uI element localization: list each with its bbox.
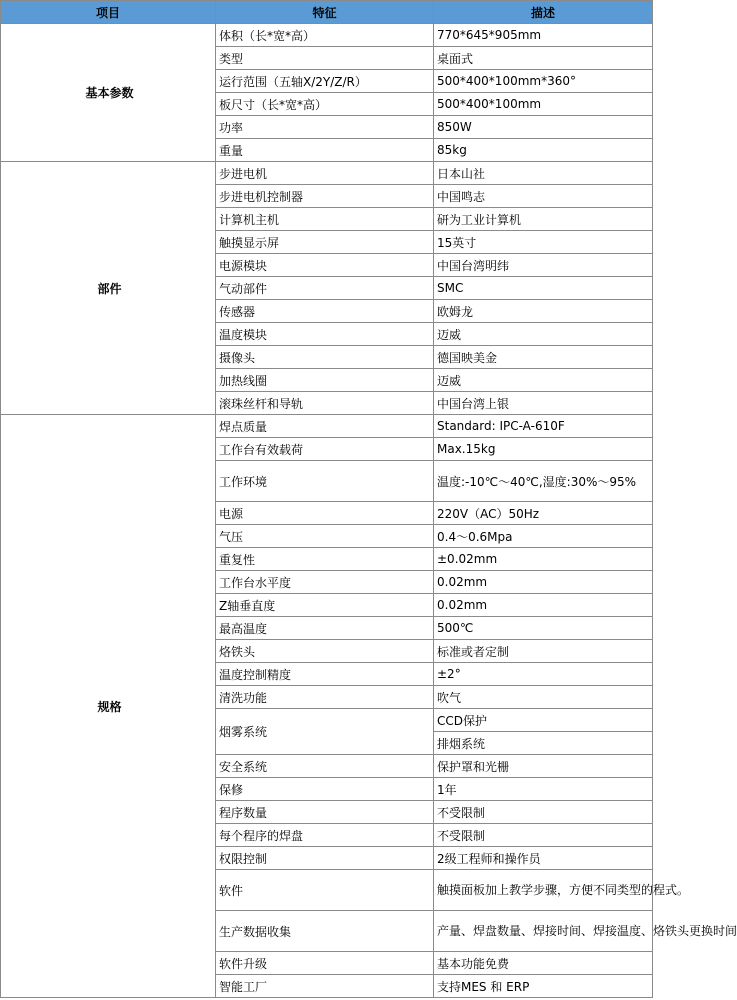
feature-cell: 工作台水平度 xyxy=(216,571,434,594)
description-cell: 产量、焊盘数量、焊接时间、焊接温度、烙铁头更换时间 xyxy=(434,911,653,952)
feature-cell: 摄像头 xyxy=(216,346,434,369)
description-cell: 中国台湾明纬 xyxy=(434,254,653,277)
description-cell: 0.02mm xyxy=(434,571,653,594)
description-cell: ±2° xyxy=(434,663,653,686)
group-basic-params: 基本参数 xyxy=(1,24,216,162)
feature-cell: 清洗功能 xyxy=(216,686,434,709)
description-cell: 排烟系统 xyxy=(434,732,653,755)
description-cell: 15英寸 xyxy=(434,231,653,254)
description-cell: SMC xyxy=(434,277,653,300)
description-cell: 欧姆龙 xyxy=(434,300,653,323)
description-cell: 吹气 xyxy=(434,686,653,709)
description-cell: 日本山社 xyxy=(434,162,653,185)
feature-cell: 电源 xyxy=(216,502,434,525)
feature-cell: 重量 xyxy=(216,139,434,162)
feature-cell: 功率 xyxy=(216,116,434,139)
feature-cell: 触摸显示屏 xyxy=(216,231,434,254)
feature-cell: 程序数量 xyxy=(216,801,434,824)
feature-cell: 板尺寸（长*宽*高） xyxy=(216,93,434,116)
feature-cell: 保修 xyxy=(216,778,434,801)
description-cell: 220V（AC）50Hz xyxy=(434,502,653,525)
feature-cell: 烙铁头 xyxy=(216,640,434,663)
table-row xyxy=(1,162,653,185)
description-cell: 850W xyxy=(434,116,653,139)
feature-cell: 软件 xyxy=(216,870,434,911)
feature-cell: 重复性 xyxy=(216,548,434,571)
feature-cell: 烟雾系统 xyxy=(216,709,434,755)
feature-cell: 智能工厂 xyxy=(216,975,434,998)
description-cell: Max.15kg xyxy=(434,438,653,461)
description-cell: CCD保护 xyxy=(434,709,653,732)
feature-cell: 软件升级 xyxy=(216,952,434,975)
description-cell: 0.4～0.6Mpa xyxy=(434,525,653,548)
header-item: 项目 xyxy=(1,1,216,24)
description-cell: 支持MES 和 ERP xyxy=(434,975,653,998)
feature-cell: 最高温度 xyxy=(216,617,434,640)
feature-cell: 温度控制精度 xyxy=(216,663,434,686)
description-cell: 0.02mm xyxy=(434,594,653,617)
feature-cell: 计算机主机 xyxy=(216,208,434,231)
description-cell: 温度:-10℃～40℃,湿度:30%～95% xyxy=(434,461,653,502)
description-cell: ±0.02mm xyxy=(434,548,653,571)
table-header-row xyxy=(1,1,653,24)
feature-cell: Z轴垂直度 xyxy=(216,594,434,617)
feature-cell: 滚珠丝杆和导轨 xyxy=(216,392,434,415)
group-specs: 规格 xyxy=(1,415,216,998)
feature-cell: 传感器 xyxy=(216,300,434,323)
description-cell: 中国台湾上银 xyxy=(434,392,653,415)
description-cell: 标准或者定制 xyxy=(434,640,653,663)
feature-cell: 步进电机控制器 xyxy=(216,185,434,208)
description-cell: 85kg xyxy=(434,139,653,162)
description-cell: 不受限制 xyxy=(434,824,653,847)
feature-cell: 气压 xyxy=(216,525,434,548)
feature-cell: 类型 xyxy=(216,47,434,70)
description-cell: Standard: IPC-A-610F xyxy=(434,415,653,438)
feature-cell: 气动部件 xyxy=(216,277,434,300)
feature-cell: 步进电机 xyxy=(216,162,434,185)
feature-cell: 生产数据收集 xyxy=(216,911,434,952)
description-cell: 2级工程师和操作员 xyxy=(434,847,653,870)
description-cell: 500℃ xyxy=(434,617,653,640)
feature-cell: 工作环境 xyxy=(216,461,434,502)
description-cell: 迈威 xyxy=(434,369,653,392)
description-cell: 500*400*100mm*360° xyxy=(434,70,653,93)
feature-cell: 工作台有效载荷 xyxy=(216,438,434,461)
feature-cell: 温度模块 xyxy=(216,323,434,346)
description-cell: 研为工业计算机 xyxy=(434,208,653,231)
description-cell: 1年 xyxy=(434,778,653,801)
description-cell: 500*400*100mm xyxy=(434,93,653,116)
feature-cell: 运行范围（五轴X/2Y/Z/R） xyxy=(216,70,434,93)
feature-cell: 安全系统 xyxy=(216,755,434,778)
feature-cell: 焊点质量 xyxy=(216,415,434,438)
description-cell: 中国鸣志 xyxy=(434,185,653,208)
table-row xyxy=(1,415,653,438)
header-description: 描述 xyxy=(434,1,653,24)
table-row xyxy=(1,24,653,47)
description-cell: 触摸面板加上教学步骤，方便不同类型的程式。 xyxy=(434,870,653,911)
feature-cell: 加热线圈 xyxy=(216,369,434,392)
description-cell: 迈威 xyxy=(434,323,653,346)
description-cell: 桌面式 xyxy=(434,47,653,70)
feature-cell: 电源模块 xyxy=(216,254,434,277)
feature-cell: 权限控制 xyxy=(216,847,434,870)
description-cell: 保护罩和光栅 xyxy=(434,755,653,778)
header-feature: 特征 xyxy=(216,1,434,24)
feature-cell: 体积（长*宽*高） xyxy=(216,24,434,47)
description-cell: 不受限制 xyxy=(434,801,653,824)
description-cell: 德国映美金 xyxy=(434,346,653,369)
group-parts: 部件 xyxy=(1,162,216,415)
description-cell: 基本功能免费 xyxy=(434,952,653,975)
feature-cell: 每个程序的焊盘 xyxy=(216,824,434,847)
description-cell: 770*645*905mm xyxy=(434,24,653,47)
